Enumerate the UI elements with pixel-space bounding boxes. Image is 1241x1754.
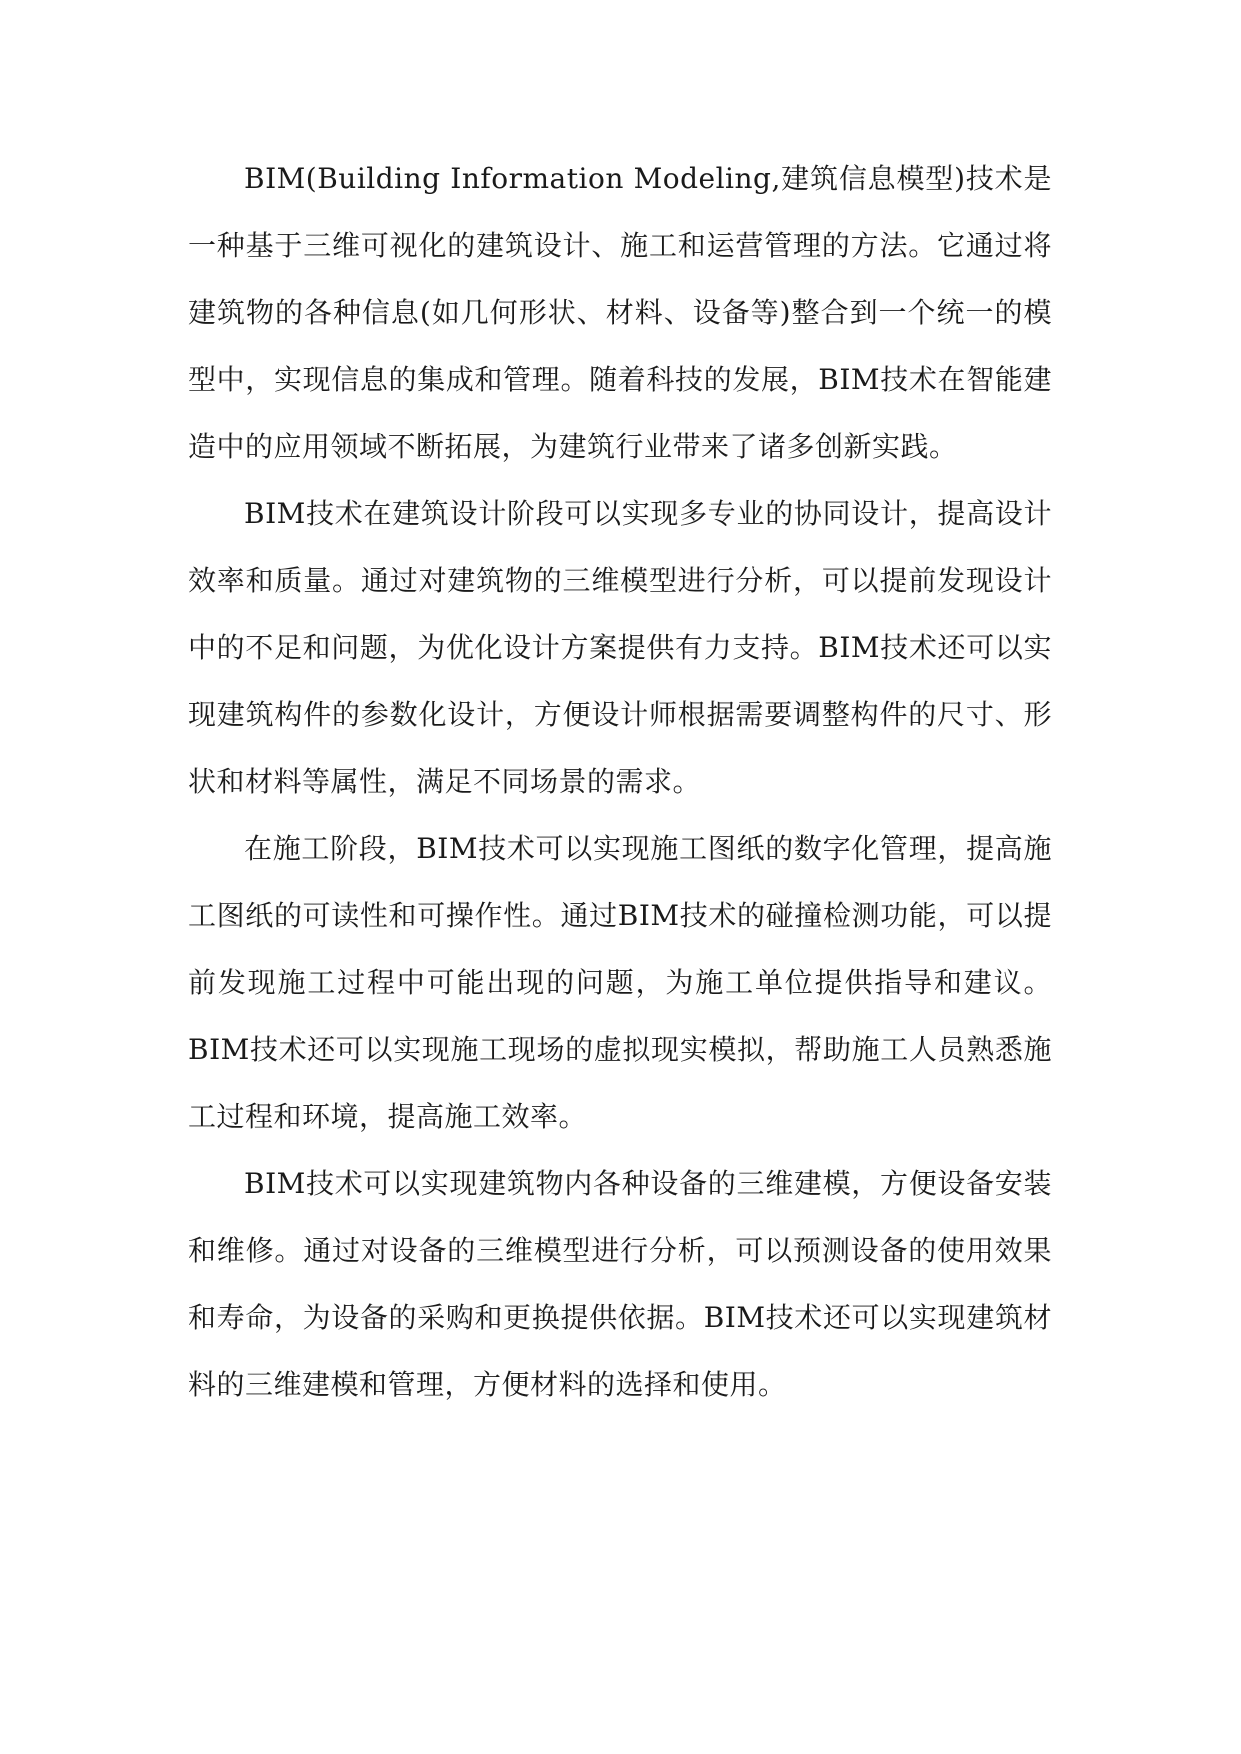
document-body <box>188 145 1052 1418</box>
paragraph-3: 在施工阶段，BIM技术可以实现施工图纸的数字化管理，提高施工图纸的可读性和可操作性。通过BIM技术的碰撞检测功能，可以提前发现施工过程中可能出现的问题，为施工单位提供指导和建议。BIM技术还可以实现施工现场的虚拟现实模拟，帮助施工人员熟悉施工过程和环境，提高施工效率。 <box>188 832 1052 1133</box>
paragraph-1: BIM(Building Information Modeling,建筑信息模型)技术是一种基于三维可视化的建筑设计、施工和运营管理的方法。它通过将建筑物的各种信息(如几何形状、材料、设备等)整合到一个统一的模型中，实现信息的集成和管理。随着科技的发展，BIM技术在智能建造中的应用领域不断拓展，为建筑行业带来了诸多创新实践。 <box>188 162 1052 463</box>
paragraph-4: BIM技术可以实现建筑物内各种设备的三维建模，方便设备安装和维修。通过对设备的三维模型进行分析，可以预测设备的使用效果和寿命，为设备的采购和更换提供依据。BIM技术还可以实现建筑材料的三维建模和管理，方便材料的选择和使用。 <box>188 1167 1052 1401</box>
paragraph-2: BIM技术在建筑设计阶段可以实现多专业的协同设计，提高设计效率和质量。通过对建筑物的三维模型进行分析，可以提前发现设计中的不足和问题，为优化设计方案提供有力支持。BIM技术还可以实现建筑构件的参数化设计，方便设计师根据需要调整构件的尺寸、形状和材料等属性，满足不同场景的需求。 <box>188 497 1052 798</box>
